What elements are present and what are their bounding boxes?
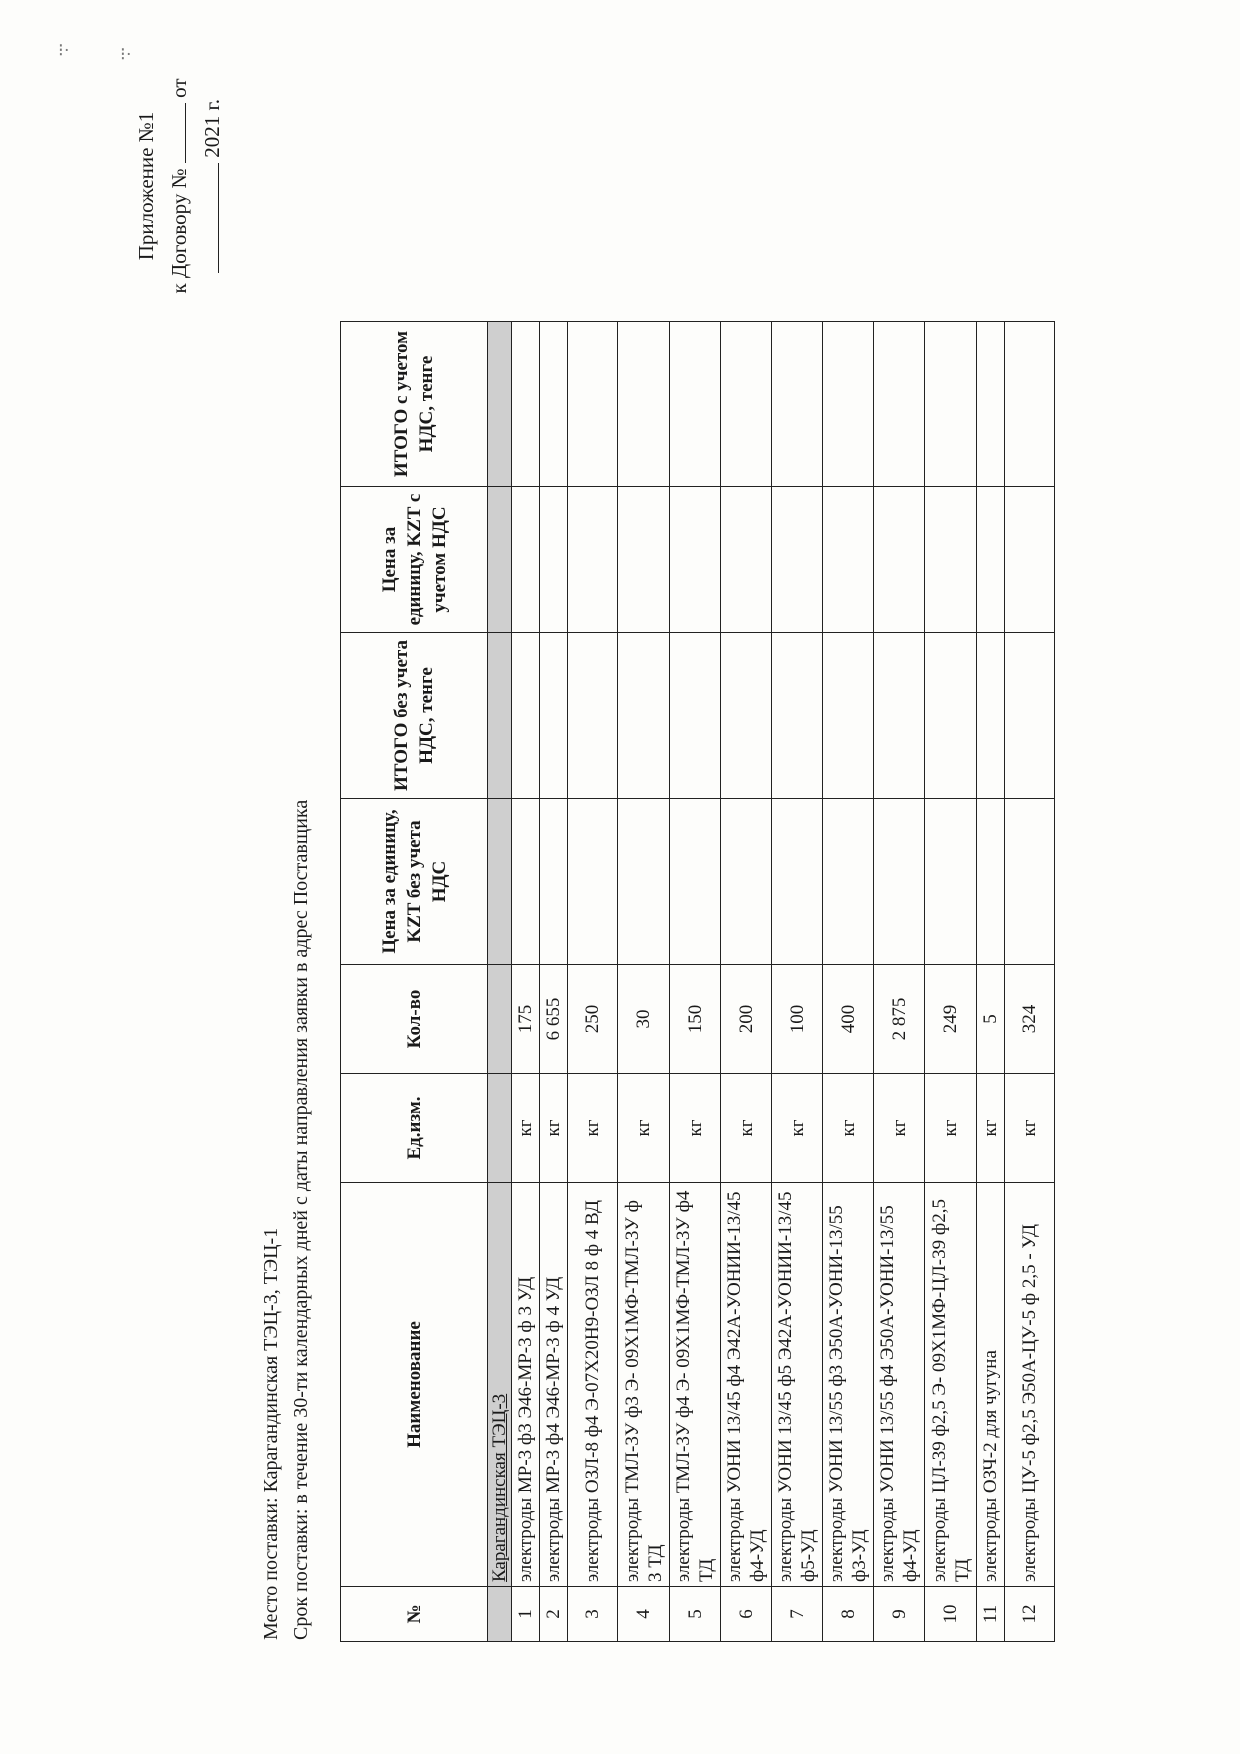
cell-qty: 150 [670, 965, 721, 1074]
cell-price-vat [540, 487, 568, 633]
annex-block [130, 36, 229, 336]
cell-total-no-vat [874, 633, 925, 799]
group-row [488, 322, 512, 1642]
cell-total-no-vat [823, 633, 874, 799]
cell-total-vat [670, 322, 721, 487]
cell-total-no-vat [512, 633, 540, 799]
cell-price-vat [925, 487, 977, 633]
cell-price-vat [977, 487, 1005, 633]
cell-price-vat [721, 487, 772, 633]
cell-price-vat [618, 487, 670, 633]
cell-unit: кг [977, 1074, 1005, 1183]
cell-name: электроды МР-3 ф4 Э46-МР-3 ф 4 УД [540, 1183, 568, 1587]
header-total-vat: ИТОГО с учетом НДС, тенге [341, 322, 488, 487]
cell-total-vat [925, 322, 977, 487]
cell-name: электроды УОНИ 13/55 ф4 Э50А-УОНИ-13/55 ф4-УД [874, 1183, 925, 1587]
cell-unit: кг [721, 1074, 772, 1183]
cell-num: 6 [721, 1587, 772, 1642]
cell-unit: кг [540, 1074, 568, 1183]
cell-price-vat [512, 487, 540, 633]
table-row [721, 322, 772, 1642]
scan-mark: ⁝· [120, 44, 132, 64]
cell-total-no-vat [540, 633, 568, 799]
cell-num: 2 [540, 1587, 568, 1642]
cell-price-no-vat [568, 799, 618, 965]
table-row [1005, 322, 1055, 1642]
cell-price-vat [772, 487, 823, 633]
header-price-vat: Цена за единицу, KZT с учетом НДС [341, 487, 488, 633]
table-row [568, 322, 618, 1642]
cell-qty: 2 875 [874, 965, 925, 1074]
cell-name: электроды ОЗЛ-8 ф4 Э-07Х20Н9-ОЗЛ 8 ф 4 ВД [568, 1183, 618, 1587]
cell-num: 9 [874, 1587, 925, 1642]
cell-qty: 400 [823, 965, 874, 1074]
cell-total-no-vat [1005, 633, 1055, 799]
cell-price-no-vat [925, 799, 977, 965]
cell-qty: 200 [721, 965, 772, 1074]
specification-table [340, 321, 1055, 1642]
header-qty: Кол-во [341, 965, 488, 1074]
delivery-term: Срок поставки: в течение 30-ти календарных дней с даты направления заявки в адрес Поставщика [290, 799, 312, 1640]
date-line [196, 36, 229, 336]
cell-total-no-vat [568, 633, 618, 799]
cell-qty: 249 [925, 965, 977, 1074]
cell-num: 1 [512, 1587, 540, 1642]
cell-qty: 250 [568, 965, 618, 1074]
date-blank [218, 163, 219, 273]
contract-from: от [167, 78, 191, 98]
cell-price-vat [823, 487, 874, 633]
cell-price-vat [874, 487, 925, 633]
contract-number-blank [185, 103, 186, 163]
cell-name: электроды МР-3 ф3 Э46-МР-3 ф 3 УД [512, 1183, 540, 1587]
contract-line [163, 36, 196, 336]
cell-unit: кг [1005, 1074, 1055, 1183]
cell-price-no-vat [540, 799, 568, 965]
cell-name: электроды ТМЛ-3У ф4 Э- 09Х1МФ-ТМЛ-3У ф4 ТД [670, 1183, 721, 1587]
header-unit: Ед.изм. [341, 1074, 488, 1183]
cell-unit: кг [568, 1074, 618, 1183]
cell-unit: кг [512, 1074, 540, 1183]
cell-price-no-vat [977, 799, 1005, 965]
cell-total-vat [540, 322, 568, 487]
contract-prefix: к Договору № [167, 168, 191, 294]
cell-unit: кг [670, 1074, 721, 1183]
cell-unit: кг [618, 1074, 670, 1183]
cell-qty: 175 [512, 965, 540, 1074]
table-row [925, 322, 977, 1642]
cell-price-no-vat [1005, 799, 1055, 965]
cell-total-vat [977, 322, 1005, 487]
cell-total-vat [618, 322, 670, 487]
cell-total-vat [568, 322, 618, 487]
cell-total-no-vat [925, 633, 977, 799]
cell-name: электроды УОНИ 13/45 ф4 Э42А-УОНИИ-13/45 ф4-УД [721, 1183, 772, 1587]
cell-num: 3 [568, 1587, 618, 1642]
cell-total-no-vat [772, 633, 823, 799]
cell-price-no-vat [721, 799, 772, 965]
cell-num: 12 [1005, 1587, 1055, 1642]
cell-unit: кг [925, 1074, 977, 1183]
cell-num: 10 [925, 1587, 977, 1642]
cell-total-vat [874, 322, 925, 487]
group-name: Карагандинская ТЭЦ-3 [488, 1183, 512, 1587]
table-row [772, 322, 823, 1642]
cell-num: 8 [823, 1587, 874, 1642]
cell-qty: 324 [1005, 965, 1055, 1074]
delivery-info [256, 240, 316, 1640]
cell-num: 11 [977, 1587, 1005, 1642]
scan-mark: ⁝· [58, 40, 70, 60]
delivery-place: Место поставки: Карагандинская ТЭЦ-3, ТЭЦ-1 [260, 1227, 282, 1640]
cell-price-no-vat [772, 799, 823, 965]
cell-unit: кг [772, 1074, 823, 1183]
cell-total-no-vat [670, 633, 721, 799]
cell-qty: 30 [618, 965, 670, 1074]
header-total-no-vat: ИТОГО без учета НДС, тенге [341, 633, 488, 799]
cell-total-vat [823, 322, 874, 487]
table-row [823, 322, 874, 1642]
cell-price-vat [1005, 487, 1055, 633]
cell-num: 5 [670, 1587, 721, 1642]
cell-total-no-vat [977, 633, 1005, 799]
cell-name: электроды ЦЛ-39 ф2,5 Э- 09Х1МФ-ЦЛ-39 ф2,5 ТД [925, 1183, 977, 1587]
table-row [540, 322, 568, 1642]
cell-total-vat [721, 322, 772, 487]
cell-price-no-vat [874, 799, 925, 965]
cell-name: электроды ЦУ-5 ф2,5 Э50А-ЦУ-5 ф 2,5 - УД [1005, 1183, 1055, 1587]
contract-year: 2021 г. [200, 99, 224, 158]
table-row [874, 322, 925, 1642]
cell-num: 4 [618, 1587, 670, 1642]
cell-price-no-vat [512, 799, 540, 965]
cell-name: электроды ТМЛ-3У ф3 Э- 09Х1МФ-ТМЛ-3У ф 3 ТД [618, 1183, 670, 1587]
cell-name: электроды ОЗЧ-2 для чугуна [977, 1183, 1005, 1587]
cell-total-vat [1005, 322, 1055, 487]
cell-unit: кг [823, 1074, 874, 1183]
cell-price-vat [568, 487, 618, 633]
cell-name: электроды УОНИ 13/45 ф5 Э42А-УОНИИ-13/45 ф5-УД [772, 1183, 823, 1587]
header-price-no-vat: Цена за единицу, KZT без учета НДС [341, 799, 488, 965]
cell-qty: 5 [977, 965, 1005, 1074]
cell-total-vat [512, 322, 540, 487]
cell-name: электроды УОНИ 13/55 ф3 Э50А-УОНИ-13/55 ф3-УД [823, 1183, 874, 1587]
table-row [977, 322, 1005, 1642]
annex-title: Приложение №1 [134, 111, 158, 261]
cell-price-vat [670, 487, 721, 633]
cell-total-no-vat [721, 633, 772, 799]
table-row [618, 322, 670, 1642]
table-row [512, 322, 540, 1642]
cell-qty: 100 [772, 965, 823, 1074]
cell-price-no-vat [618, 799, 670, 965]
cell-total-no-vat [618, 633, 670, 799]
cell-total-vat [772, 322, 823, 487]
table-header-row [341, 322, 488, 1642]
cell-qty: 6 655 [540, 965, 568, 1074]
cell-num: 7 [772, 1587, 823, 1642]
cell-price-no-vat [823, 799, 874, 965]
cell-unit: кг [874, 1074, 925, 1183]
header-num: № [341, 1587, 488, 1642]
header-name: Наименование [341, 1183, 488, 1587]
cell-price-no-vat [670, 799, 721, 965]
table-row [670, 322, 721, 1642]
